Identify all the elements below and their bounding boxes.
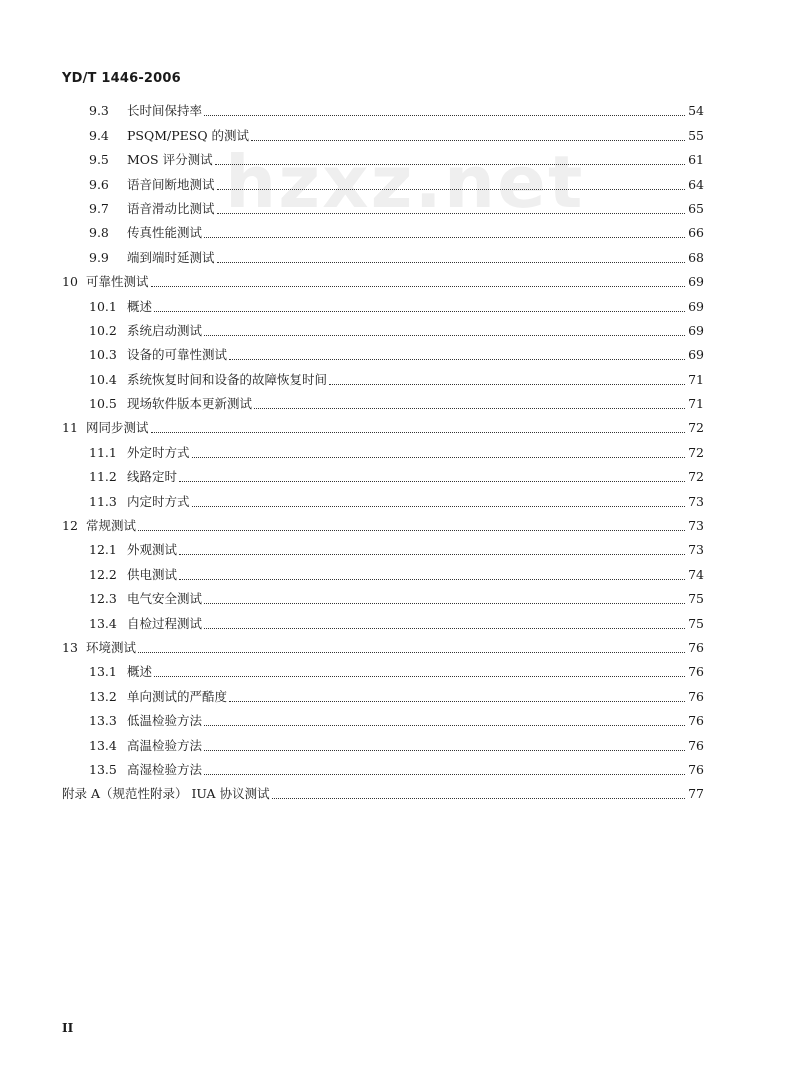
toc-entry-page: 76 — [688, 664, 704, 680]
toc-entry-page: 71 — [688, 396, 704, 412]
toc-entry-title: 常规测试 — [86, 518, 137, 534]
toc-entry-title: 线路定时 — [127, 469, 178, 485]
toc-leader-dots — [229, 700, 685, 702]
toc-entry — [62, 559, 704, 583]
toc-entry-title: 现场软件版本更新测试 — [127, 396, 253, 412]
toc-entry-page: 76 — [688, 737, 704, 753]
toc-entry-page: 61 — [688, 152, 704, 168]
toc-entry-page: 74 — [688, 566, 704, 582]
toc-entry-page: 64 — [688, 176, 704, 192]
toc-entry-page: 69 — [688, 347, 704, 363]
toc-entry — [62, 291, 704, 315]
toc-entry — [62, 633, 704, 657]
toc-entry-number: 13.4 — [89, 737, 117, 753]
toc-leader-dots — [192, 456, 685, 458]
toc-leader-dots — [215, 163, 685, 165]
toc-entry-title: 高湿检验方法 — [127, 761, 203, 777]
toc-entry-number: 9.8 — [89, 225, 109, 241]
toc-leader-dots — [217, 261, 685, 263]
toc-leader-dots — [179, 553, 685, 555]
toc-entry-title: 系统恢复时间和设备的故障恢复时间 — [127, 371, 328, 387]
toc-entry-number: 11 — [62, 420, 78, 436]
toc-leader-dots — [204, 602, 685, 604]
toc-entry — [62, 413, 704, 437]
toc-entry-number: 11.3 — [89, 493, 117, 509]
toc-entry — [62, 194, 704, 218]
toc-entry-number: 10.1 — [89, 298, 117, 314]
toc-entry — [62, 608, 704, 632]
toc-leader-dots — [254, 407, 685, 409]
toc-leader-dots — [272, 797, 685, 799]
toc-entry-title: 高温检验方法 — [127, 737, 203, 753]
toc-entry-number: 12 — [62, 518, 78, 534]
toc-leader-dots — [251, 139, 685, 141]
toc-entry-number: 13.5 — [89, 761, 117, 777]
toc-entry — [62, 779, 704, 803]
toc-entry-title: 长时间保持率 — [127, 103, 203, 119]
toc-entry-title: 外观测试 — [127, 542, 178, 558]
toc-entry-title: 内定时方式 — [127, 493, 190, 509]
toc-entry-number: 12.2 — [89, 566, 117, 582]
toc-leader-dots — [138, 529, 685, 531]
toc-entry-page: 75 — [688, 615, 704, 631]
toc-entry-number: 10.5 — [89, 396, 117, 412]
toc-entry-number: 9.4 — [89, 127, 109, 143]
toc-entry-number: 13.1 — [89, 664, 117, 680]
toc-entry — [62, 755, 704, 779]
toc-entry-number: 10.3 — [89, 347, 117, 363]
toc-leader-dots — [154, 675, 685, 677]
toc-entry-title: 电气安全测试 — [127, 591, 203, 607]
toc-entry-page: 76 — [688, 761, 704, 777]
toc-entry-number: 10 — [62, 274, 78, 290]
toc-entry-title: 自检过程测试 — [127, 615, 203, 631]
toc-entry-page: 76 — [688, 688, 704, 704]
document-id-header: YD/T 1446-2006 — [62, 71, 181, 86]
toc-entry-page: 76 — [688, 713, 704, 729]
toc-entry-page: 69 — [688, 298, 704, 314]
toc-entry — [62, 242, 704, 266]
toc-entry — [62, 96, 704, 120]
toc-entry — [62, 437, 704, 461]
toc-leader-dots — [329, 383, 685, 385]
toc-entry-number: 9.6 — [89, 176, 109, 192]
toc-entry-page: 72 — [688, 469, 704, 485]
toc-entry-page: 69 — [688, 322, 704, 338]
toc-entry-title: MOS 评分测试 — [127, 152, 213, 168]
toc-entry — [62, 120, 704, 144]
toc-leader-dots — [192, 505, 685, 507]
toc-leader-dots — [204, 114, 685, 116]
toc-entry-number: 10.4 — [89, 371, 117, 387]
toc-entry-title: 外定时方式 — [127, 444, 190, 460]
toc-entry-number: 13.4 — [89, 615, 117, 631]
toc-entry — [62, 681, 704, 705]
toc-leader-dots — [151, 285, 685, 287]
toc-entry-page: 73 — [688, 542, 704, 558]
toc-leader-dots — [204, 773, 685, 775]
toc-entry-title: 概述 — [127, 298, 153, 314]
toc-entry-title: 设备的可靠性测试 — [127, 347, 228, 363]
toc-entry-number: 9.5 — [89, 152, 109, 168]
toc-entry-page: 72 — [688, 420, 704, 436]
toc-entry — [62, 145, 704, 169]
toc-entry-number: 13 — [62, 639, 78, 655]
toc-entry — [62, 535, 704, 559]
toc-entry-title: 单向测试的严酷度 — [127, 688, 228, 704]
toc-entry-title: 传真性能测试 — [127, 225, 203, 241]
toc-entry — [62, 462, 704, 486]
toc-entry — [62, 486, 704, 510]
toc-entry-page: 68 — [688, 249, 704, 265]
toc-entry-title: 端到端时延测试 — [127, 249, 215, 265]
toc-entry-title: 语音滑动比测试 — [127, 200, 215, 216]
toc-entry-title: 网同步测试 — [86, 420, 149, 436]
toc-entry-number: 11.2 — [89, 469, 117, 485]
toc-entry-page: 69 — [688, 274, 704, 290]
page-number: II — [62, 1021, 74, 1035]
toc-entry — [62, 169, 704, 193]
toc-leader-dots — [138, 651, 685, 653]
watermark-text: hzxz.net — [225, 140, 585, 224]
toc-entry-title: 概述 — [127, 664, 153, 680]
toc-leader-dots — [151, 431, 685, 433]
toc-entry-title: 可靠性测试 — [86, 274, 149, 290]
toc-entry-page: 65 — [688, 200, 704, 216]
toc-entry — [62, 389, 704, 413]
toc-entry — [62, 511, 704, 535]
toc-leader-dots — [204, 236, 685, 238]
toc-entry-page: 73 — [688, 493, 704, 509]
toc-entry-number: 9.9 — [89, 249, 109, 265]
toc-entry-title: 低温检验方法 — [127, 713, 203, 729]
toc-entry-number: 11.1 — [89, 444, 117, 460]
toc-entry-number: 10.2 — [89, 322, 117, 338]
toc-entry-number: 9.3 — [89, 103, 109, 119]
toc-entry-number: 13.3 — [89, 713, 117, 729]
toc-entry — [62, 730, 704, 754]
toc-entry — [62, 340, 704, 364]
toc-entry-title: 系统启动测试 — [127, 322, 203, 338]
toc-entry — [62, 267, 704, 291]
toc-leader-dots — [217, 212, 685, 214]
toc-leader-dots — [179, 480, 685, 482]
toc-entry-number: 12.1 — [89, 542, 117, 558]
toc-entry-page: 75 — [688, 591, 704, 607]
toc-leader-dots — [154, 310, 685, 312]
toc-entry-number: 12.3 — [89, 591, 117, 607]
toc-entry-title: PSQM/PESQ 的测试 — [127, 127, 250, 143]
toc-entry-page: 55 — [688, 127, 704, 143]
toc-leader-dots — [217, 188, 685, 190]
toc-leader-dots — [204, 749, 685, 751]
toc-leader-dots — [179, 578, 685, 580]
toc-entry-page: 54 — [688, 103, 704, 119]
toc-entry — [62, 218, 704, 242]
toc-leader-dots — [204, 334, 685, 336]
toc-entry-page: 71 — [688, 371, 704, 387]
toc-entry-title: 环境测试 — [86, 639, 137, 655]
toc-entry — [62, 584, 704, 608]
toc-entry — [62, 364, 704, 388]
toc-leader-dots — [204, 627, 685, 629]
toc-entry-title: 附录 A（规范性附录） IUA 协议测试 — [62, 786, 270, 802]
toc-entry — [62, 316, 704, 340]
table-of-contents — [62, 96, 704, 803]
toc-leader-dots — [204, 724, 685, 726]
toc-entry — [62, 706, 704, 730]
toc-entry-number: 13.2 — [89, 688, 117, 704]
toc-entry-page: 77 — [688, 786, 704, 802]
toc-entry — [62, 657, 704, 681]
toc-entry-page: 72 — [688, 444, 704, 460]
toc-entry-title: 供电测试 — [127, 566, 178, 582]
toc-entry-page: 76 — [688, 639, 704, 655]
toc-entry-page: 73 — [688, 518, 704, 534]
toc-leader-dots — [229, 358, 685, 360]
toc-entry-page: 66 — [688, 225, 704, 241]
toc-entry-number: 9.7 — [89, 200, 109, 216]
toc-entry-title: 语音间断地测试 — [127, 176, 215, 192]
